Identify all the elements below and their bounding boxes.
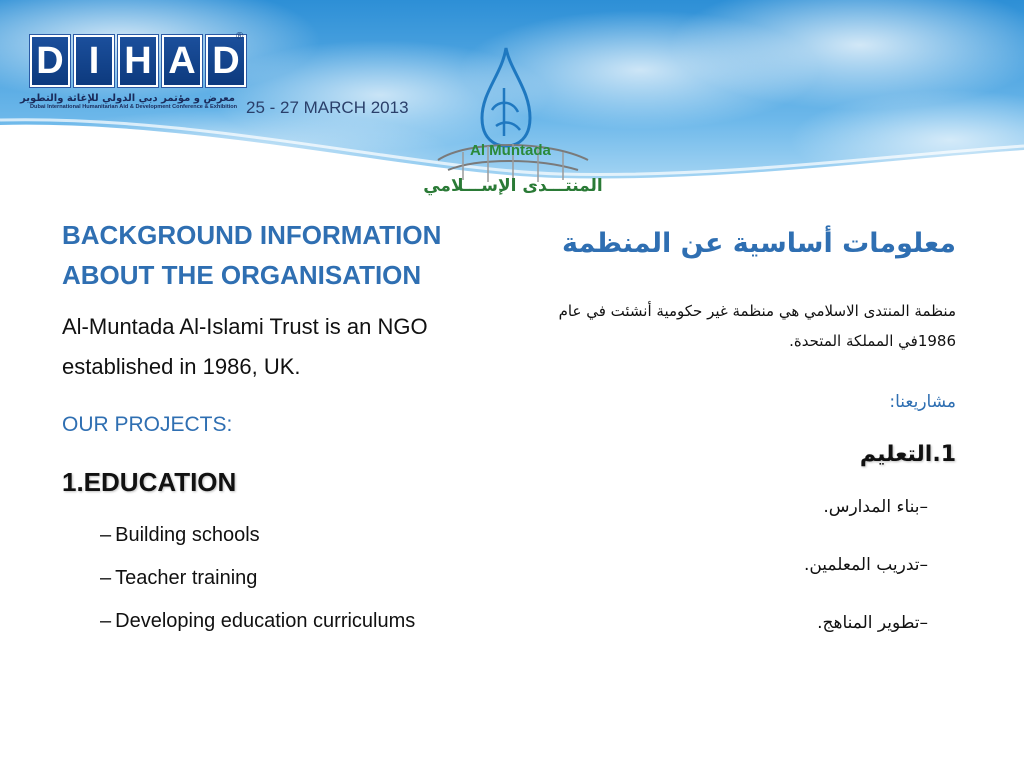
dihad-logo <box>19 31 246 110</box>
list-item-text: تطوير المناهج. <box>817 613 920 633</box>
english-title-line2: ABOUT THE ORGANISATION <box>62 260 422 290</box>
english-intro: Al-Muntada Al-Islami Trust is an NGO established in 1986, UK. <box>62 314 428 379</box>
dash-bullet: – <box>919 555 928 575</box>
arabic-education-list <box>516 495 928 635</box>
arabic-education-heading: 1.التعليم <box>859 442 956 467</box>
list-item <box>100 524 502 546</box>
muntada-arabic-name: المنتـــدى الإســـلامي <box>423 176 603 196</box>
dihad-arabic-subtitle: معرض و مؤتمر دبي الدولي للإغاثة والتطوير <box>19 93 235 104</box>
list-item-text: Building schools <box>115 524 260 546</box>
arabic-column <box>516 220 956 669</box>
list-item <box>100 567 502 589</box>
dihad-letter: H <box>118 35 158 87</box>
english-title-line1: BACKGROUND INFORMATION <box>62 220 442 250</box>
english-column <box>62 215 502 653</box>
dash-bullet: – <box>100 610 112 632</box>
list-item <box>516 553 928 577</box>
dash-bullet: – <box>100 567 112 589</box>
english-education-heading: 1.EDUCATION <box>62 467 237 497</box>
dihad-letter: A <box>162 35 202 87</box>
english-title <box>62 215 502 295</box>
dihad-letter: I <box>74 35 114 87</box>
arabic-intro: منظمة المنتدى الاسلامي هي منظمة غير حكومية أنشئت في عام 1986في المملكة المتحدة. <box>558 302 956 350</box>
list-item-text: Developing education curriculums <box>115 610 416 632</box>
dihad-english-subtitle: Dubai International Humanitarian Aid & Development Conference & Exhibition <box>30 104 238 110</box>
english-projects-heading: OUR PROJECTS: <box>62 413 233 436</box>
list-item <box>100 610 502 632</box>
list-item <box>516 495 928 519</box>
al-muntada-logo <box>418 40 608 210</box>
dash-bullet: – <box>919 497 928 517</box>
dash-bullet: – <box>100 524 112 546</box>
event-date: 25 - 27 MARCH 2013 <box>246 98 409 117</box>
list-item-text: تدريب المعلمين. <box>803 555 920 575</box>
dash-bullet: – <box>919 613 928 633</box>
list-item-text: بناء المدارس. <box>823 497 920 517</box>
english-education-list <box>100 524 502 632</box>
arabic-projects-heading: مشاريعنا: <box>889 392 956 412</box>
dihad-letter: D <box>30 35 70 87</box>
dihad-letter: D <box>206 35 246 87</box>
arabic-title: معلومات أساسية عن المنظمة <box>561 228 956 259</box>
dihad-wordmark <box>30 35 246 87</box>
registered-mark: ® <box>236 31 244 42</box>
list-item <box>516 611 928 635</box>
muntada-name: Al Muntada <box>470 142 551 159</box>
list-item-text: Teacher training <box>115 567 258 589</box>
